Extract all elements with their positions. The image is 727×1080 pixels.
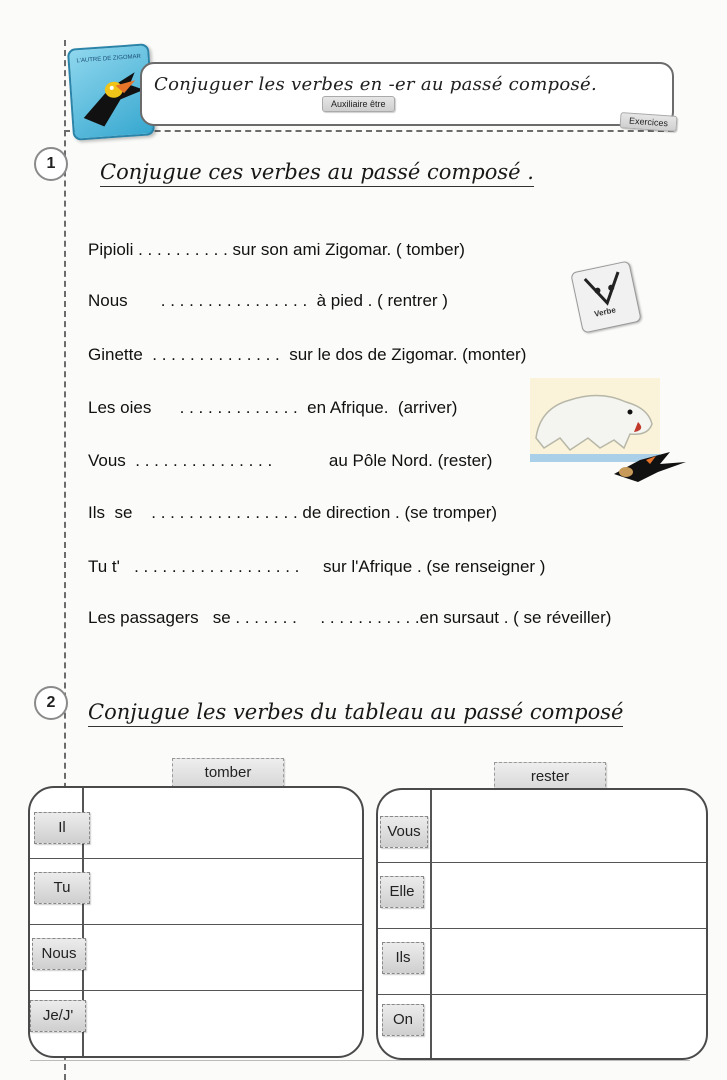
pronoun-je: Je/J' (30, 1000, 86, 1032)
sentence-8: Les passagers se . . . . . . . . . . . . . . . . . .en sursaut . ( se réveiller) (88, 608, 612, 627)
toucan-small-illustration (610, 448, 690, 486)
table-left-row-divider (30, 924, 362, 925)
header-dashed-separator (64, 130, 674, 132)
exercise-1-title: Conjugue ces verbes au passé composé . (100, 160, 534, 187)
pronoun-tu: Tu (34, 872, 90, 904)
verb-sticker-icon (570, 260, 642, 333)
table-right-row-divider (378, 994, 706, 995)
pronoun-ils: Ils (382, 942, 424, 974)
sentence-1: Pipioli . . . . . . . . . . sur son ami Zigomar. ( tomber) (88, 240, 465, 259)
table-right-verb-label: rester (494, 762, 606, 792)
page-bottom-line (30, 1060, 690, 1061)
header-banner (140, 62, 674, 129)
page-title: Conjuguer les verbes en -er au passé composé. (154, 74, 598, 95)
sentence-3: Ginette . . . . . . . . . . . . . . sur le dos de Zigomar. (monter) (88, 345, 527, 364)
verb-sticker-label: Verbe (593, 305, 617, 319)
table-left-row-divider (30, 858, 362, 859)
exercise-2-title: Conjugue les verbes du tableau au passé composé (88, 700, 623, 727)
pronoun-on: On (382, 1004, 424, 1036)
sentence-7: Tu t' . . . . . . . . . . . . . . . . . . sur l'Afrique . (se renseigner ) (88, 557, 546, 576)
exercices-tag: Exercices (620, 112, 678, 132)
table-right-column-divider (430, 790, 432, 1058)
table-right-row-divider (378, 928, 706, 929)
sentence-6: Ils se . . . . . . . . . . . . . . . . de direction . (se tromper) (88, 503, 498, 522)
pronoun-il: Il (34, 812, 90, 844)
table-left-row-divider (30, 990, 362, 991)
sentence-2: Nous . . . . . . . . . . . . . . . . à pied . ( rentrer ) (88, 291, 448, 310)
sentence-5: Vous . . . . . . . . . . . . . . . au Pôle Nord. (rester) (88, 451, 493, 470)
sentence-4: Les oies . . . . . . . . . . . . . en Afrique. (arriver) (88, 398, 458, 417)
pronoun-nous: Nous (32, 938, 86, 970)
table-right-row-divider (378, 862, 706, 863)
exercise-1-number: 1 (34, 147, 68, 181)
pronoun-vous: Vous (380, 816, 428, 848)
table-left-verb-label: tomber (172, 758, 284, 788)
exercise-2-number: 2 (34, 686, 68, 720)
auxiliaire-tag: Auxiliaire être (322, 96, 395, 112)
book-cover-title: L'AUTRE DE ZIGOMAR (76, 53, 142, 65)
pronoun-elle: Elle (380, 876, 424, 908)
